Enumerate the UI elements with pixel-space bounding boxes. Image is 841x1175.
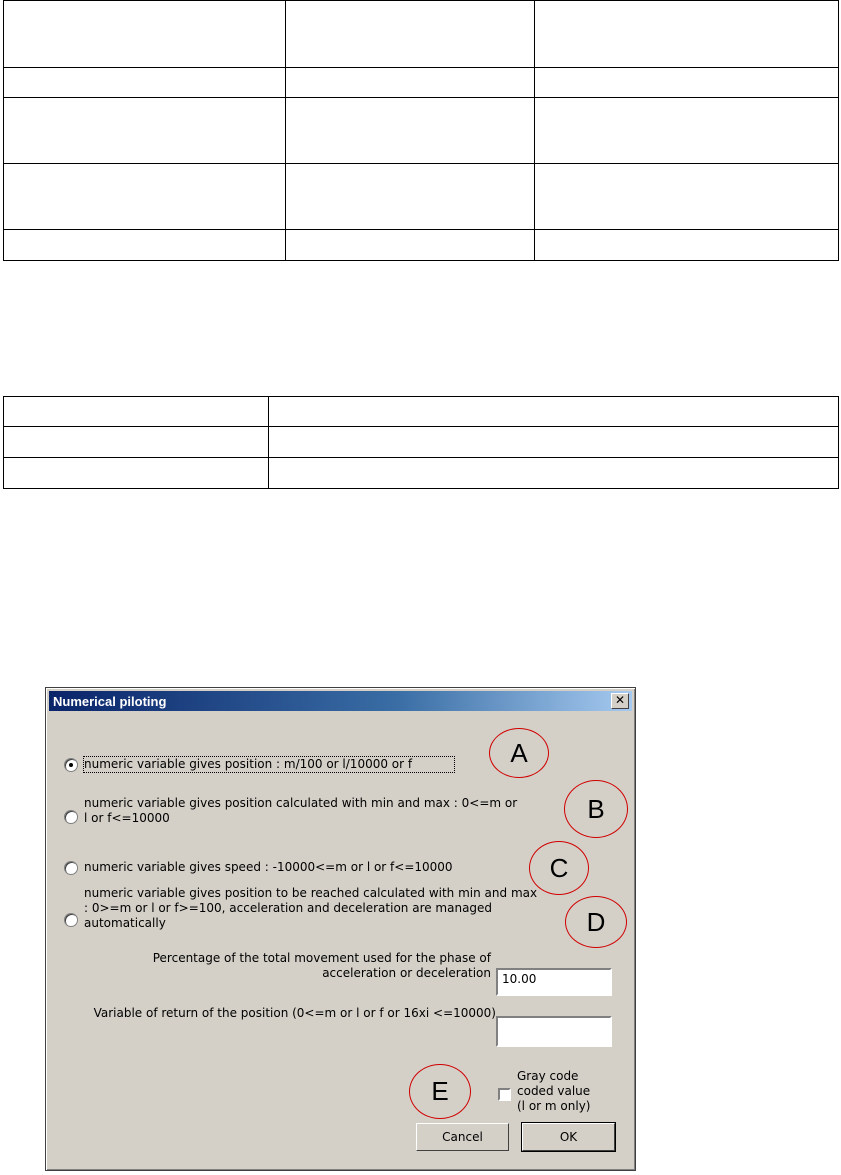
table-cell bbox=[535, 230, 839, 261]
numerical-piloting-dialog bbox=[45, 687, 636, 1171]
table-cell bbox=[269, 458, 839, 489]
table-cell bbox=[286, 68, 535, 98]
table-cell bbox=[286, 230, 535, 261]
option-position-minmax-label[interactable]: numeric variable gives position calculated with min and max : 0<=m or l or f<=10000 bbox=[84, 796, 518, 825]
radio-speed[interactable] bbox=[64, 861, 78, 875]
table-cell bbox=[269, 397, 839, 427]
empty-table-top bbox=[3, 0, 839, 261]
ok-button[interactable]: OK bbox=[522, 1123, 615, 1151]
radio-selected-dot bbox=[69, 763, 73, 767]
cancel-button[interactable]: Cancel bbox=[416, 1123, 509, 1151]
table-cell bbox=[535, 68, 839, 98]
table-cell bbox=[535, 164, 839, 230]
callout-c: C bbox=[529, 841, 589, 895]
table-cell bbox=[4, 164, 286, 230]
radio-position-minmax[interactable] bbox=[64, 810, 78, 824]
percentage-label: Percentage of the total movement used for the phase of acceleration or deceleration bbox=[152, 951, 491, 980]
option-speed-label[interactable]: numeric variable gives speed : -10000<=m or l or f<=10000 bbox=[84, 860, 453, 874]
table-cell bbox=[535, 1, 839, 68]
table-cell bbox=[286, 164, 535, 230]
callout-e: E bbox=[409, 1064, 471, 1119]
table-cell bbox=[4, 230, 286, 261]
percentage-input[interactable]: 10.00 bbox=[496, 968, 612, 996]
return-variable-label: Variable of return of the position (0<=m or l or f or 16xi <=10000) bbox=[93, 1006, 496, 1020]
return-variable-input[interactable] bbox=[496, 1016, 612, 1047]
table-cell bbox=[535, 98, 839, 164]
radio-position[interactable] bbox=[64, 758, 78, 772]
table-cell bbox=[4, 98, 286, 164]
table-cell bbox=[4, 458, 269, 489]
dialog-title: Numerical piloting bbox=[53, 694, 167, 709]
gray-code-checkbox[interactable] bbox=[498, 1088, 511, 1101]
table-cell bbox=[4, 397, 269, 427]
empty-table-bottom bbox=[3, 396, 839, 489]
gray-code-label[interactable]: Gray code coded value (l or m only) bbox=[517, 1069, 591, 1113]
option-position-reached-label[interactable]: numeric variable gives position to be reached calculated with min and max : 0>=m or l or f>=100, acceleration and deceleration are managed automatically bbox=[84, 886, 538, 930]
callout-b: B bbox=[564, 780, 628, 838]
callout-d: D bbox=[565, 896, 627, 948]
radio-position-reached[interactable] bbox=[64, 913, 78, 927]
table-cell bbox=[4, 427, 269, 458]
close-icon[interactable]: ✕ bbox=[611, 693, 629, 709]
table-cell bbox=[286, 1, 535, 68]
title-bar bbox=[49, 691, 632, 711]
table-cell bbox=[286, 98, 535, 164]
table-cell bbox=[4, 1, 286, 68]
callout-a: A bbox=[489, 728, 549, 778]
table-cell bbox=[4, 68, 286, 98]
table-cell bbox=[269, 427, 839, 458]
option-position-label[interactable]: numeric variable gives position : m/100 or l/10000 or f bbox=[84, 757, 454, 772]
